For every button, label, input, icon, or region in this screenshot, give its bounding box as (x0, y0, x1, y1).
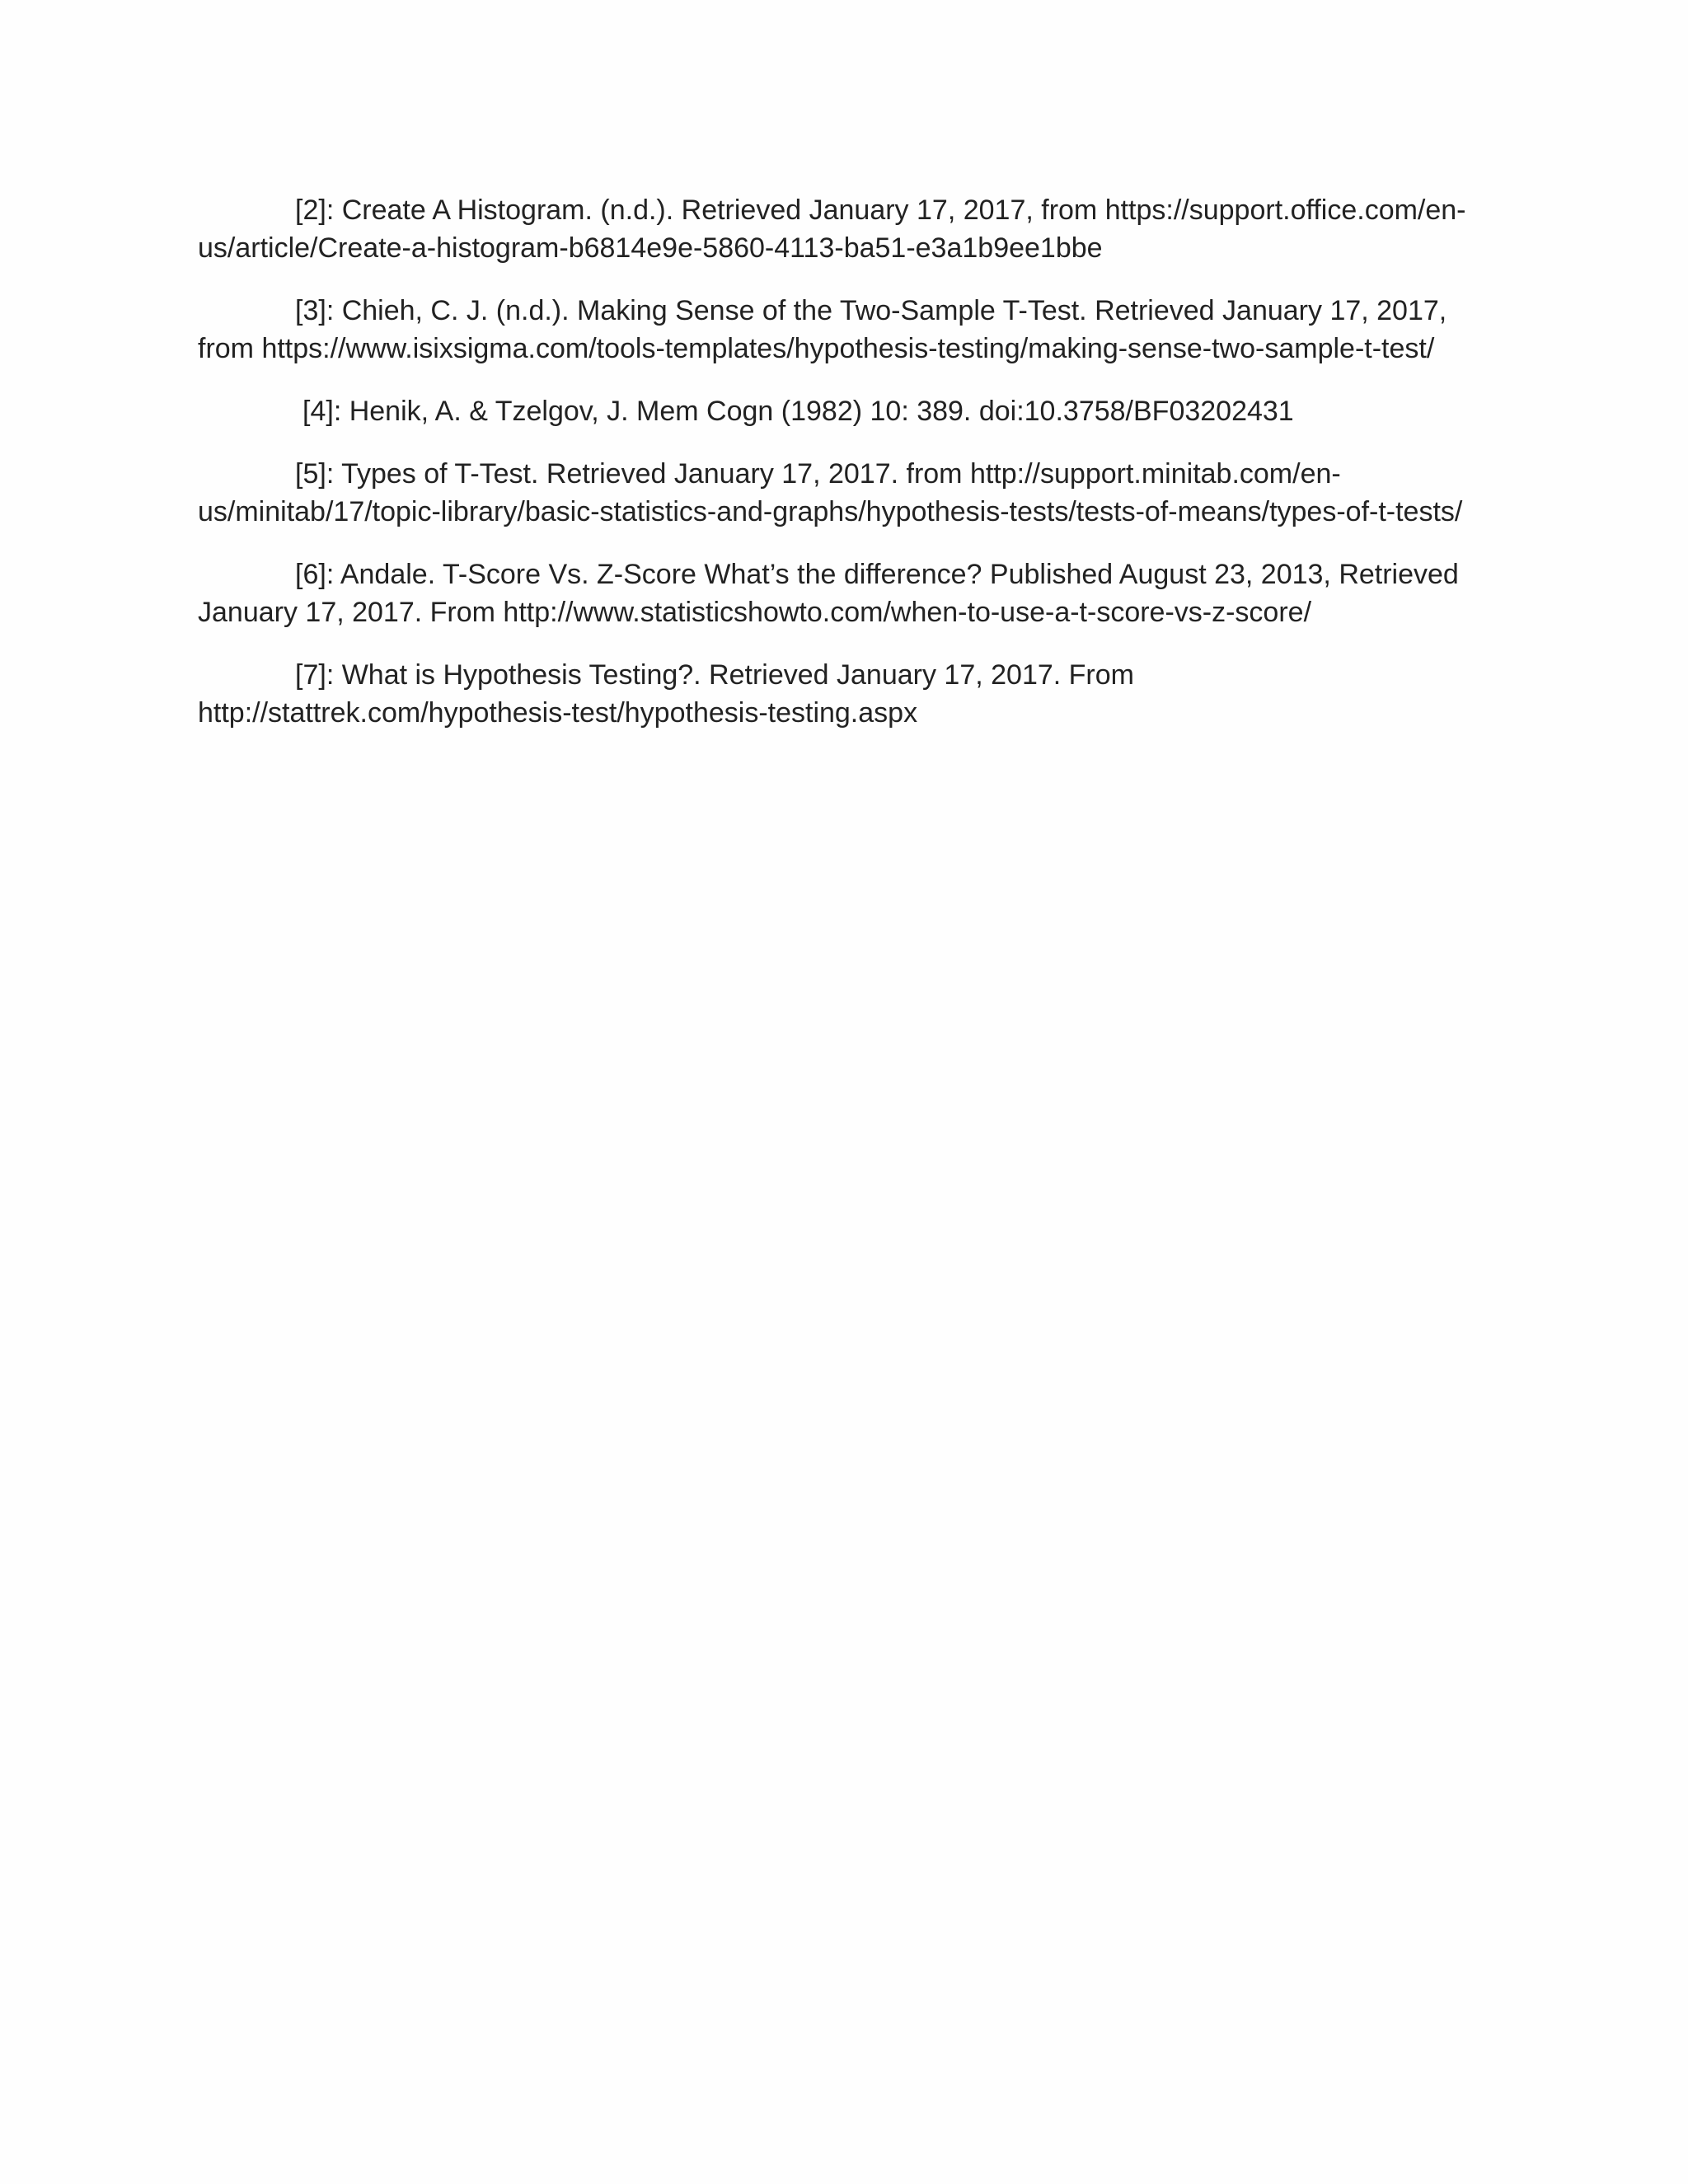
reference-text: : Henik, A. & Tzelgov, J. Mem Cogn (1982) 10: 389. doi:10.3758/BF03202431 (333, 396, 1294, 427)
reference-item-7 (198, 656, 1484, 732)
reference-number: [5] (295, 458, 326, 490)
reference-item-5 (198, 455, 1484, 531)
reference-item-4 (198, 392, 1484, 430)
reference-number: [2] (295, 194, 326, 226)
reference-number: [7] (295, 659, 326, 691)
reference-text: : Chieh, C. J. (n.d.). Making Sense of the Two-Sample T-Test. Retrieved January 17, 2017, from https://www.isixsigma.com/tools-templates/hypothesis-testing/making-sense-two-sample-t-test/ (198, 295, 1447, 364)
reference-number: [4] (302, 396, 334, 427)
reference-text: : What is Hypothesis Testing?. Retrieved January 17, 2017. From http://stattrek.com/hypothesis-test/hypothesis-testing.aspx (198, 659, 1134, 729)
reference-number: [3] (295, 295, 326, 326)
reference-text: : Andale. T-Score Vs. Z-Score What’s the difference? Published August 23, 2013, Retrieved January 17, 2017. From http://www.statisticshowto.com/when-to-use-a-t-score-vs-z-score/ (198, 559, 1459, 628)
reference-list (198, 191, 1484, 757)
reference-item-6 (198, 555, 1484, 631)
reference-item-2 (198, 191, 1484, 267)
reference-text: : Types of T-Test. Retrieved January 17, 2017. from http://support.minitab.com/en-us/minitab/17/topic-library/basic-statistics-and-graphs/hypothesis-tests/tests-of-means/types-of-t-tests/ (198, 458, 1463, 527)
reference-number: [6] (295, 559, 326, 590)
reference-item-3 (198, 292, 1484, 368)
reference-text: : Create A Histogram. (n.d.). Retrieved January 17, 2017, from https://support.office.com/en-us/article/Create-a-histogram-b6814e9e-5860-4113-ba51-e3a1b9ee1bbe (198, 194, 1466, 264)
